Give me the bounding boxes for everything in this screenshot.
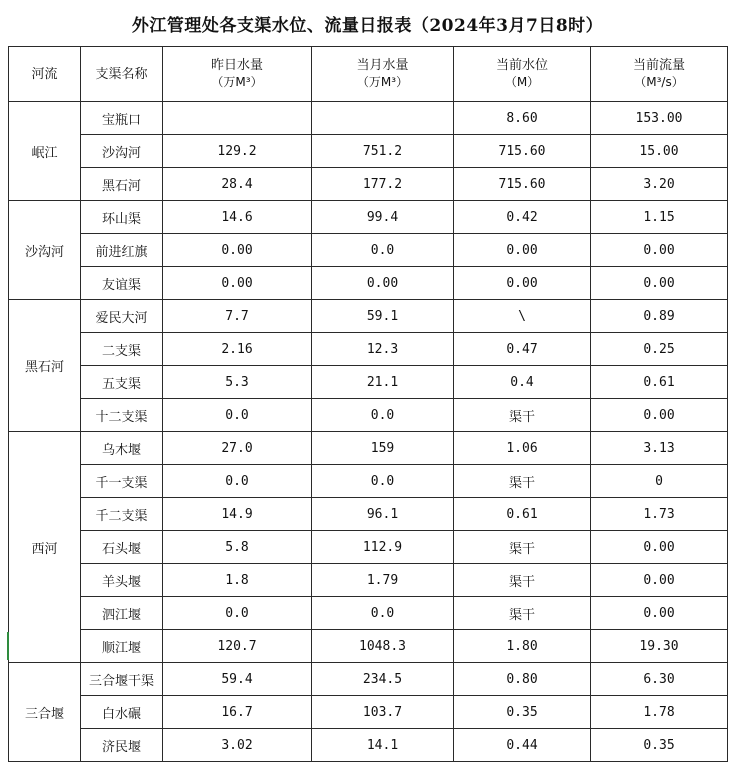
header-river: 河流 xyxy=(9,47,81,102)
channel-name-cell: 宝瓶口 xyxy=(81,102,163,135)
table-row xyxy=(9,102,728,135)
header-yesterday-volume-unit: （万M³） xyxy=(211,75,263,89)
month-volume-cell: 112.9 xyxy=(312,531,454,564)
current-flow-cell: 1.15 xyxy=(591,201,728,234)
yesterday-volume-cell: 0.00 xyxy=(163,234,312,267)
current-level-cell: 0.00 xyxy=(454,234,591,267)
current-flow-cell: 0.61 xyxy=(591,366,728,399)
current-level-cell: 1.06 xyxy=(454,432,591,465)
yesterday-volume-cell: 3.02 xyxy=(163,729,312,762)
row-marker xyxy=(7,632,9,660)
month-volume-cell: 1.79 xyxy=(312,564,454,597)
table-row xyxy=(9,597,728,630)
yesterday-volume-cell: 129.2 xyxy=(163,135,312,168)
yesterday-volume-cell: 0.0 xyxy=(163,597,312,630)
month-volume-cell: 0.0 xyxy=(312,465,454,498)
channel-name-cell: 泗江堰 xyxy=(81,597,163,630)
month-volume-cell xyxy=(312,102,454,135)
yesterday-volume-cell: 14.9 xyxy=(163,498,312,531)
table-body xyxy=(9,102,728,762)
table-row xyxy=(9,729,728,762)
current-flow-cell: 153.00 xyxy=(591,102,728,135)
current-level-cell: 8.60 xyxy=(454,102,591,135)
yesterday-volume-cell: 0.0 xyxy=(163,465,312,498)
channel-name-cell: 二支渠 xyxy=(81,333,163,366)
current-level-cell: 0.35 xyxy=(454,696,591,729)
channel-name-cell: 五支渠 xyxy=(81,366,163,399)
month-volume-cell: 103.7 xyxy=(312,696,454,729)
month-volume-cell: 99.4 xyxy=(312,201,454,234)
yesterday-volume-cell: 7.7 xyxy=(163,300,312,333)
current-level-cell: 715.60 xyxy=(454,168,591,201)
current-level-cell: 渠干 xyxy=(454,564,591,597)
yesterday-volume-cell: 14.6 xyxy=(163,201,312,234)
current-level-cell: 0.4 xyxy=(454,366,591,399)
current-flow-cell: 3.13 xyxy=(591,432,728,465)
table-row xyxy=(9,201,728,234)
current-level-cell: \ xyxy=(454,300,591,333)
current-level-cell: 渠干 xyxy=(454,531,591,564)
current-flow-cell: 0 xyxy=(591,465,728,498)
month-volume-cell: 0.00 xyxy=(312,267,454,300)
current-flow-cell: 0.00 xyxy=(591,531,728,564)
yesterday-volume-cell: 27.0 xyxy=(163,432,312,465)
channel-name-cell: 羊头堰 xyxy=(81,564,163,597)
header-current-flow-label: 当前流量 xyxy=(632,58,685,73)
month-volume-cell: 12.3 xyxy=(312,333,454,366)
channel-name-cell: 千一支渠 xyxy=(81,465,163,498)
channel-name-cell: 爱民大河 xyxy=(81,300,163,333)
river-name: 沙沟河 xyxy=(9,201,81,300)
table-row xyxy=(9,234,728,267)
month-volume-cell: 0.0 xyxy=(312,597,454,630)
header-yesterday-volume xyxy=(163,47,312,102)
month-volume-cell: 0.0 xyxy=(312,399,454,432)
month-volume-cell: 59.1 xyxy=(312,300,454,333)
yesterday-volume-cell: 5.3 xyxy=(163,366,312,399)
channel-name-cell: 三合堰干渠 xyxy=(81,663,163,696)
header-row xyxy=(9,47,728,102)
table-row xyxy=(9,630,728,663)
header-current-flow xyxy=(591,47,728,102)
header-month-volume xyxy=(312,47,454,102)
header-current-level-label: 当前水位 xyxy=(495,58,548,73)
table-row xyxy=(9,135,728,168)
channel-name-cell: 前进红旗 xyxy=(81,234,163,267)
header-channel: 支渠名称 xyxy=(81,47,163,102)
yesterday-volume-cell: 1.8 xyxy=(163,564,312,597)
channel-name-cell: 济民堰 xyxy=(81,729,163,762)
current-level-cell: 渠干 xyxy=(454,597,591,630)
current-flow-cell: 0.25 xyxy=(591,333,728,366)
yesterday-volume-cell: 0.00 xyxy=(163,267,312,300)
header-current-level xyxy=(454,47,591,102)
header-current-flow-unit: （M³/s） xyxy=(634,75,684,89)
channel-name-cell: 友谊渠 xyxy=(81,267,163,300)
current-level-cell: 0.00 xyxy=(454,267,591,300)
current-level-cell: 0.47 xyxy=(454,333,591,366)
current-level-cell: 715.60 xyxy=(454,135,591,168)
channel-name-cell: 千二支渠 xyxy=(81,498,163,531)
current-flow-cell: 0.00 xyxy=(591,597,728,630)
channel-name-cell: 石头堰 xyxy=(81,531,163,564)
table-row xyxy=(9,531,728,564)
current-flow-cell: 0.00 xyxy=(591,267,728,300)
month-volume-cell: 234.5 xyxy=(312,663,454,696)
current-flow-cell: 1.78 xyxy=(591,696,728,729)
table-row xyxy=(9,267,728,300)
yesterday-volume-cell: 16.7 xyxy=(163,696,312,729)
current-level-cell: 0.80 xyxy=(454,663,591,696)
month-volume-cell: 159 xyxy=(312,432,454,465)
yesterday-volume-cell: 28.4 xyxy=(163,168,312,201)
yesterday-volume-cell: 2.16 xyxy=(163,333,312,366)
table-row xyxy=(9,333,728,366)
table-row xyxy=(9,564,728,597)
header-current-level-unit: （M） xyxy=(504,75,540,89)
current-flow-cell: 0.00 xyxy=(591,234,728,267)
table-row xyxy=(9,498,728,531)
current-flow-cell: 15.00 xyxy=(591,135,728,168)
current-level-cell: 0.61 xyxy=(454,498,591,531)
channel-name-cell: 十二支渠 xyxy=(81,399,163,432)
table-row xyxy=(9,663,728,696)
yesterday-volume-cell xyxy=(163,102,312,135)
channel-name-cell: 黑石河 xyxy=(81,168,163,201)
river-name: 黑石河 xyxy=(9,300,81,432)
current-flow-cell: 0.00 xyxy=(591,564,728,597)
yesterday-volume-cell: 5.8 xyxy=(163,531,312,564)
river-name: 西河 xyxy=(9,432,81,663)
table-row xyxy=(9,696,728,729)
current-flow-cell: 19.30 xyxy=(591,630,728,663)
current-level-cell: 渠干 xyxy=(454,465,591,498)
month-volume-cell: 14.1 xyxy=(312,729,454,762)
current-flow-cell: 0.89 xyxy=(591,300,728,333)
current-level-cell: 1.80 xyxy=(454,630,591,663)
month-volume-cell: 21.1 xyxy=(312,366,454,399)
yesterday-volume-cell: 0.0 xyxy=(163,399,312,432)
channel-name-cell: 顺江堰 xyxy=(81,630,163,663)
channel-name-cell: 沙沟河 xyxy=(81,135,163,168)
header-month-volume-unit: （万M³） xyxy=(356,75,409,89)
table-row xyxy=(9,399,728,432)
yesterday-volume-cell: 120.7 xyxy=(163,630,312,663)
channel-name-cell: 环山渠 xyxy=(81,201,163,234)
channel-name-cell: 白水碾 xyxy=(81,696,163,729)
current-flow-cell: 1.73 xyxy=(591,498,728,531)
table-row xyxy=(9,300,728,333)
report-title: 外江管理处各支渠水位、流量日报表（2024年3月7日8时） xyxy=(131,15,604,36)
month-volume-cell: 1048.3 xyxy=(312,630,454,663)
river-name: 三合堰 xyxy=(9,663,81,762)
current-level-cell: 渠干 xyxy=(454,399,591,432)
current-level-cell: 0.44 xyxy=(454,729,591,762)
table-row xyxy=(9,366,728,399)
table-row xyxy=(9,465,728,498)
current-flow-cell: 0.35 xyxy=(591,729,728,762)
report-table xyxy=(8,46,728,762)
month-volume-cell: 177.2 xyxy=(312,168,454,201)
river-name: 岷江 xyxy=(9,102,81,201)
yesterday-volume-cell: 59.4 xyxy=(163,663,312,696)
month-volume-cell: 96.1 xyxy=(312,498,454,531)
current-flow-cell: 0.00 xyxy=(591,399,728,432)
current-flow-cell: 6.30 xyxy=(591,663,728,696)
table-row xyxy=(9,432,728,465)
current-flow-cell: 3.20 xyxy=(591,168,728,201)
current-level-cell: 0.42 xyxy=(454,201,591,234)
header-yesterday-volume-label: 昨日水量 xyxy=(210,58,263,73)
month-volume-cell: 751.2 xyxy=(312,135,454,168)
channel-name-cell: 乌木堰 xyxy=(81,432,163,465)
table-row xyxy=(9,168,728,201)
header-month-volume-label: 当月水量 xyxy=(356,58,409,73)
month-volume-cell: 0.0 xyxy=(312,234,454,267)
